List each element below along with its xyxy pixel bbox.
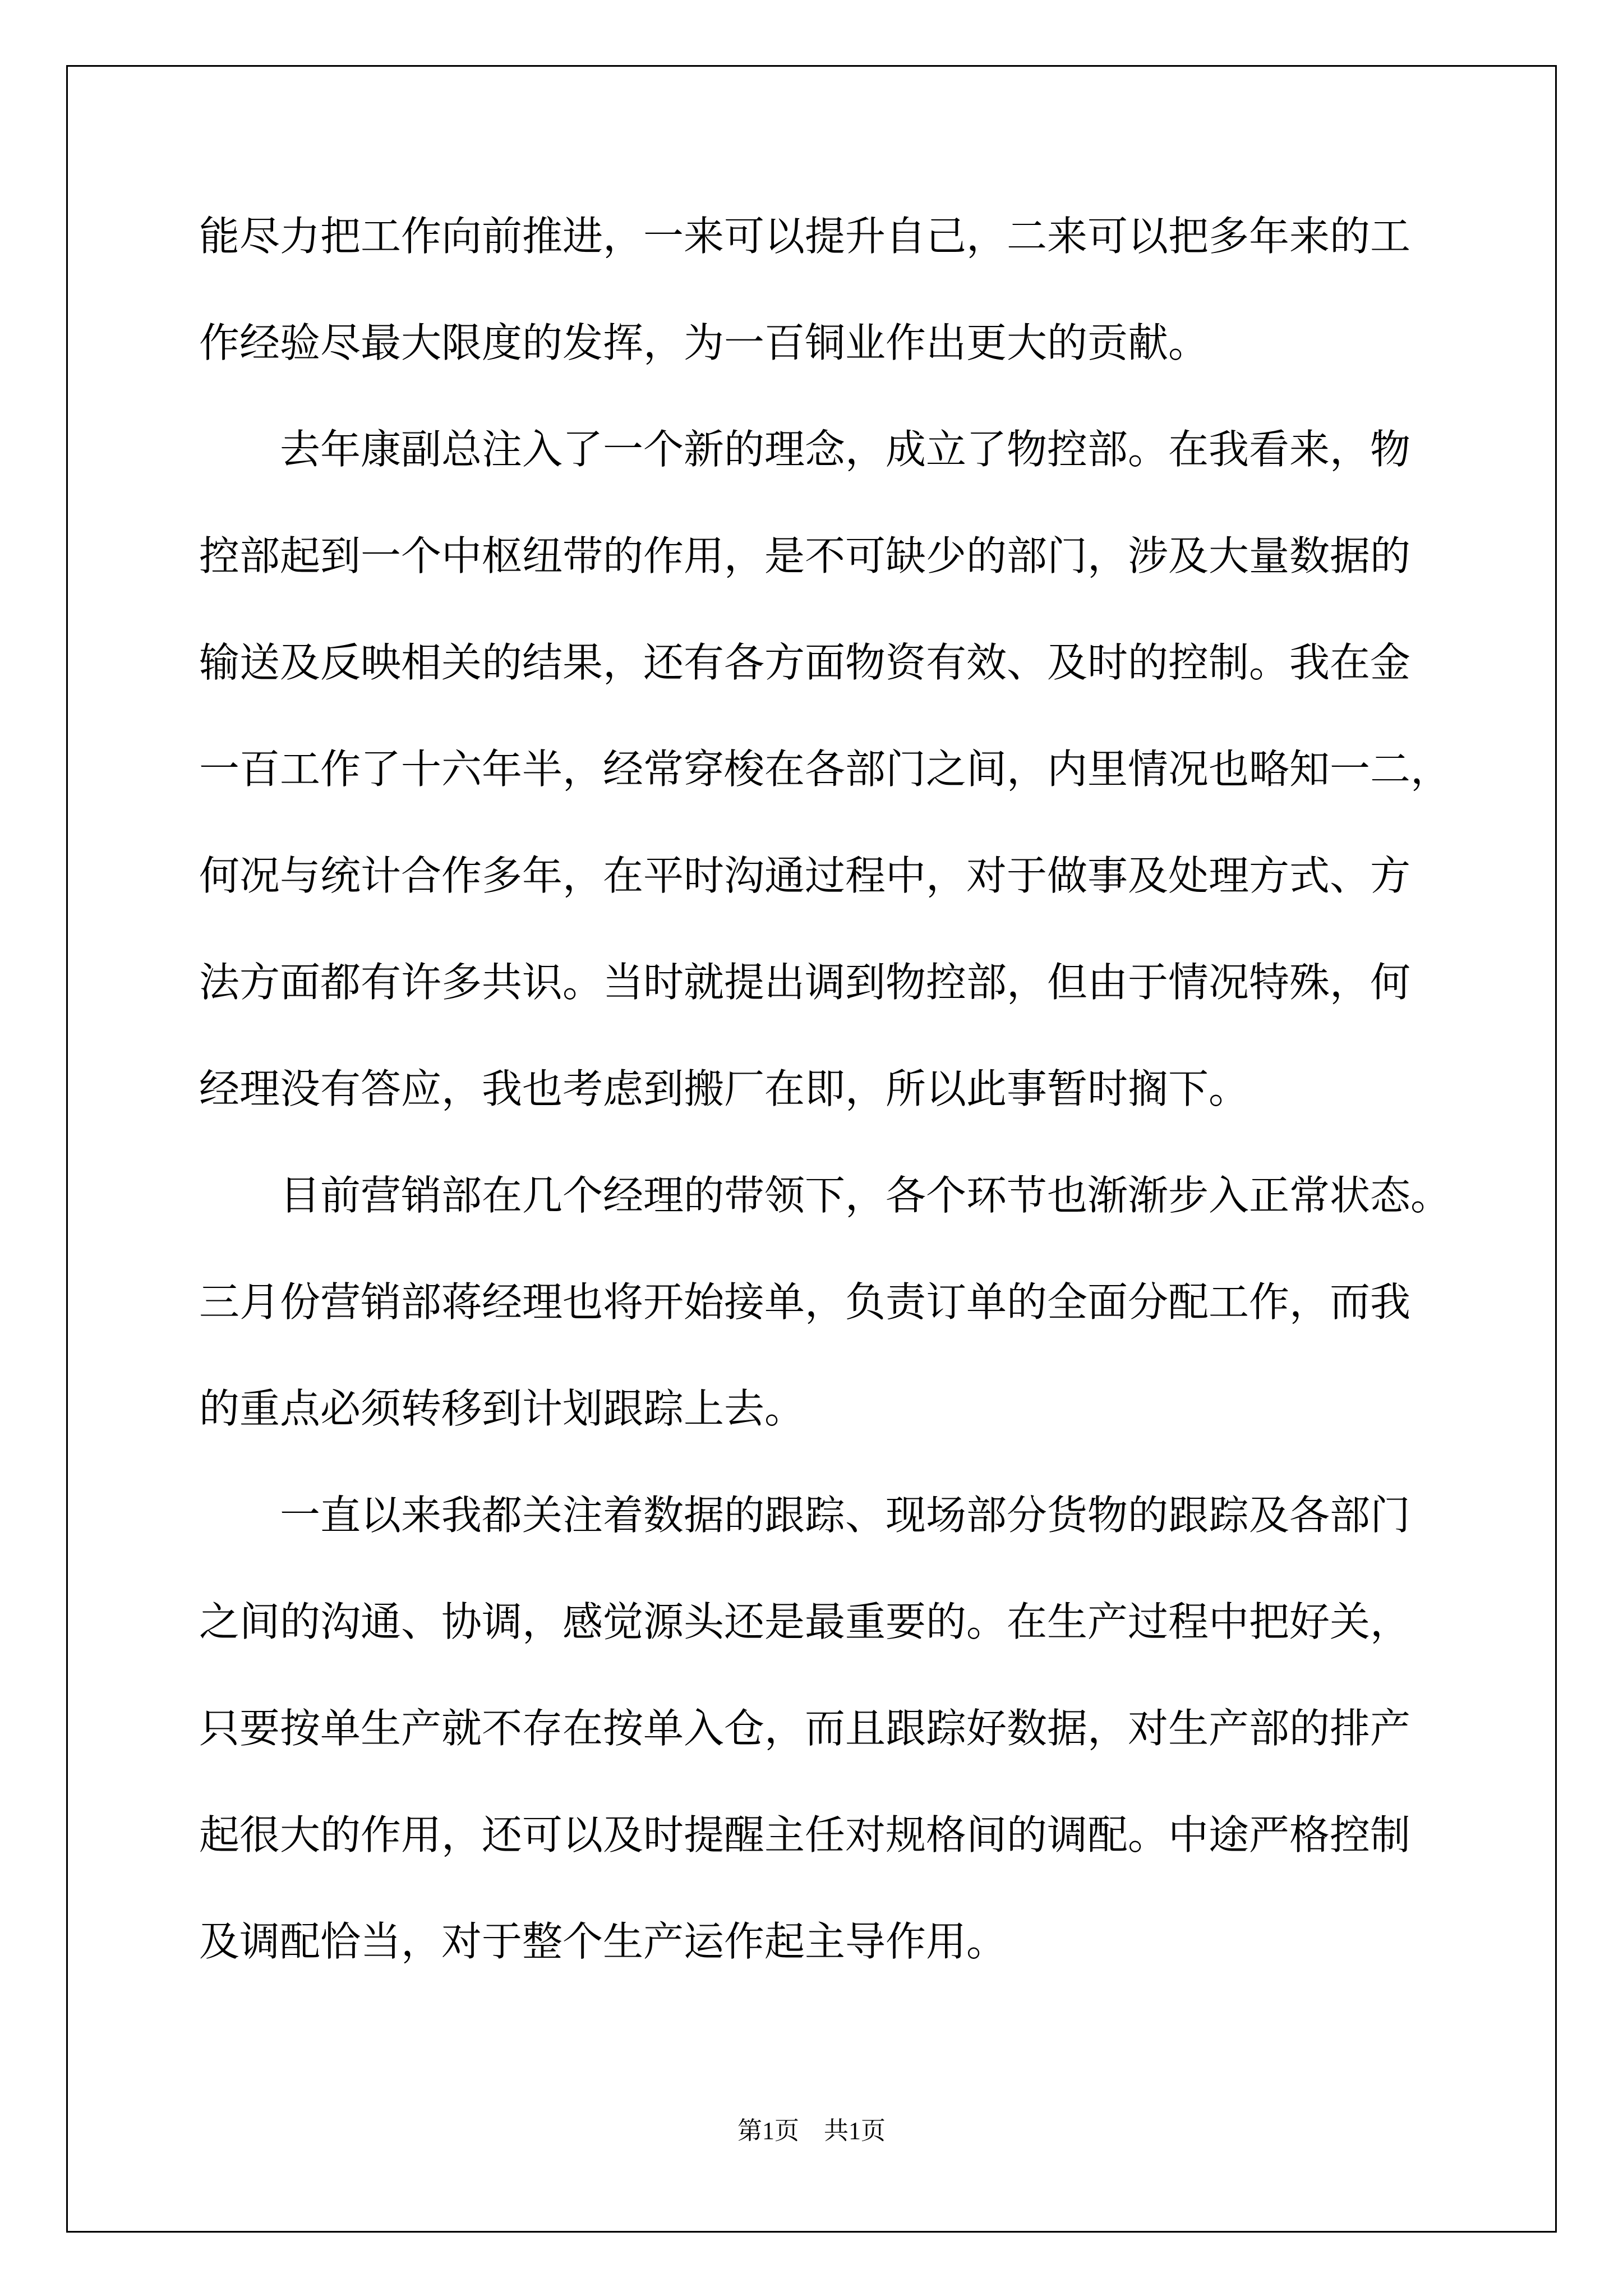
text-line: 一百工作了十六年半，经常穿梭在各部门之间，内里情况也略知一二， bbox=[199, 746, 1451, 793]
text-line: 何况与统计合作多年，在平时沟通过程中，对于做事及处理方式、方 bbox=[199, 852, 1411, 899]
text-line: 及调配恰当，对于整个生产运作起主导作用。 bbox=[199, 1918, 1007, 1965]
text-line: 的重点必须转移到计划跟踪上去。 bbox=[199, 1385, 805, 1432]
text-line: 一直以来我都关注着数据的跟踪、现场部分货物的跟踪及各部门 bbox=[280, 1492, 1411, 1539]
text-line: 之间的沟通、协调，感觉源头还是最重要的。在生产过程中把好关， bbox=[199, 1598, 1411, 1645]
text-line: 控部起到一个中枢纽带的作用，是不可缺少的部门，涉及大量数据的 bbox=[199, 532, 1411, 579]
text-line: 作经验尽最大限度的发挥，为一百铜业作出更大的贡献。 bbox=[199, 319, 1209, 366]
page-footer bbox=[0, 2110, 1623, 2146]
document-body bbox=[199, 213, 1451, 2028]
text-line: 目前营销部在几个经理的带领下，各个环节也渐渐步入正常状态。 bbox=[280, 1172, 1451, 1219]
page-total: 共1页 bbox=[824, 2117, 886, 2145]
text-line: 法方面都有许多共识。当时就提出调到物控部，但由于情况特殊，何 bbox=[199, 959, 1411, 1006]
text-line: 去年康副总注入了一个新的理念，成立了物控部。在我看来，物 bbox=[280, 426, 1411, 473]
text-line: 三月份营销部蒋经理也将开始接单，负责订单的全面分配工作，而我 bbox=[199, 1278, 1411, 1326]
text-line: 能尽力把工作向前推进，一来可以提升自己，二来可以把多年来的工 bbox=[199, 213, 1411, 260]
text-line: 经理没有答应，我也考虑到搬厂在即，所以此事暂时搁下。 bbox=[199, 1065, 1249, 1112]
page-number: 第1页 bbox=[737, 2117, 799, 2145]
text-line: 输送及反映相关的结果，还有各方面物资有效、及时的控制。我在金 bbox=[199, 639, 1411, 686]
text-line: 只要按单生产就不存在按单入仓，而且跟踪好数据，对生产部的排产 bbox=[199, 1705, 1411, 1752]
text-line: 起很大的作用，还可以及时提醒主任对规格间的调配。中途严格控制 bbox=[199, 1811, 1411, 1858]
